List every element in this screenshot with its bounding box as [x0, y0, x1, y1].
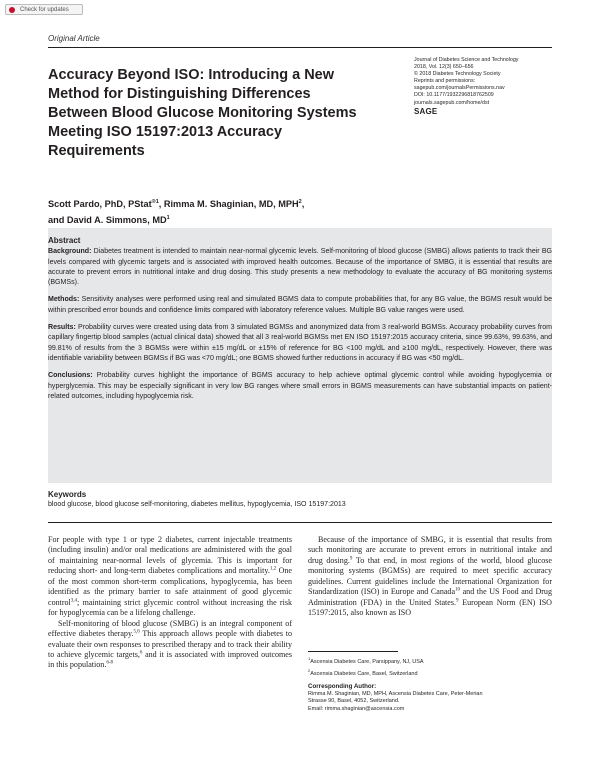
article-type: Original Article [48, 34, 100, 43]
corresponding-author-line: Strasse 90, Basel, 4052, Switzerland. [308, 698, 400, 705]
header-rule [48, 47, 552, 48]
journal-info [414, 57, 554, 115]
author-simmons: and David A. Simmons, MD [48, 215, 167, 226]
author-simmons-affil: 1 [166, 215, 170, 222]
corresponding-author-heading: Corresponding Author: [308, 683, 377, 691]
sage-logo: SAGE [414, 106, 438, 116]
author-shaginian: , Rimma M. Shaginian, MD, MPH [158, 199, 299, 210]
footnotes [308, 655, 552, 714]
keywords-rule [48, 522, 552, 523]
badge-label: Check for updates [20, 7, 69, 13]
footnote-rule [308, 651, 398, 652]
doi-link[interactable]: DOI: 10.1177/1932296818762509 [414, 92, 494, 99]
affiliation-1: $^1$Ascensia Diabetes Care, Parsippany, NJ, USA [308, 656, 424, 665]
abstract-heading: Abstract [48, 236, 81, 245]
author-shaginian-affil: 2 [298, 199, 302, 205]
abstract-background: Background: Diabetes treatment is intended to maintain near-normal glycemic levels. Self-monitoring of blood glucose (SMBG) allows patients to track their BG levels compared with glycemic targets and is associated with improved health outcomes. Because of the importance of SMBG, it is essential that results are accurate to prevent errors in nutritional intake and drug dosing. This study presents a new methodology to evaluate the accuracy of BG monitoring systems (BGMSs). [48, 248, 552, 287]
body-column-left [48, 535, 292, 671]
keywords-heading: Keywords [48, 490, 87, 499]
abstract-conclusions: Conclusions: Probability curves highlight the importance of BGMS accuracy to help achieve optimal glycemic control while avoiding hypoglycemia or hyperglycemia. This may be especially significant in very low BG ranges where small errors in BGMS measurements can have substantial impacts on patient-related outcomes, including hypoglycemia risk. [48, 372, 552, 400]
copyright: © 2018 Diabetes Technology Society [414, 71, 501, 78]
journal-volume: 2018, Vol. 12(3) 650–656 [414, 64, 474, 71]
check-for-updates-badge[interactable] [5, 4, 83, 15]
journal-name: Journal of Diabetes Science and Technology [414, 57, 519, 63]
paragraph: Because of the importance of SMBG, it is essential that results from such monitoring are accurate to prevent errors in nutritional intake and drug dosing.$^9$ To that end, in most regions of the world, blood glucose monitoring systems (BGMSs) are required to meet specific accuracy guidelines. Current guidelines include the International Organization for Standardization (ISO) in Europe and Canada$^{10}$ and the US Food and Drug Administration (FDA) in the United States.$^9$ European Norm (EN) ISO 15197:2015, also known as ISO [308, 535, 552, 618]
permissions-link[interactable]: sagepub.com/journalsPermissions.nav [414, 85, 505, 92]
journal-home-link[interactable]: journals.sagepub.com/home/dst [414, 99, 490, 106]
paragraph: For people with type 1 or type 2 diabetes, current injectable treatments (including insulin) and/or oral medications are administered with the goal of maintaining near-normal levels of glycemia. This is important for reducing short- and long-term diabetes complications and mortality.$^{1,2}$ One of the most common short-term complications, hypoglycemia, has been identified as the primary barrier to safe attainment of good glycemic control$^{3,4}$; maintaining strict glycemic control without increasing the risk for hypoglycemia can be a lifelong challenge. [48, 535, 292, 618]
abstract-results: Results: Probability curves were created using data from 3 simulated BGMSs and anonymized data from 3 real-world BGMSs. Accuracy probability curves from capillary fingertip blood samples (actual clinical data) showed that all 3 real-world BGMSs met EN ISO 15197:2015 accuracy criteria, since 99.63%, 99.63%, and 99.81% of results from the 3 BGMSs were within ±15 mg/dL or ±15% of reference for BG <100 mg/dL and ≥100 mg/dL, respectively. However, there was identifiable variability between BGMSs if BG was <70 mg/dL; one BGMS showed further reductions in accuracy if BG was <50 mg/dL. [48, 324, 552, 362]
reprints-label: Reprints and permissions: [414, 78, 476, 85]
article-title: Accuracy Beyond ISO: Introducing a New Method for Distinguishing Differences Between Blood Glucose Monitoring Systems Meeting ISO 15197:2013 Accuracy Requirements [48, 67, 357, 159]
paragraph: Self-monitoring of blood glucose (SMBG) is an integral component of effective diabetes therapy.$^{5,6}$ This approach allows people with diabetes to evaluate their own responses to prescribed therapy and to track their ability to achieve glycemic targets,$^6$ and it is associated with improved outcomes in this population.$^{6-8}$ [48, 618, 293, 670]
corresponding-author-email[interactable]: Email: rimma.shaginian@ascensia.com [308, 706, 405, 713]
corresponding-author-line: Rimma M. Shaginian, MD, MPH, Ascensia Diabetes Care, Peter-Merian [308, 690, 483, 697]
abstract [48, 236, 552, 409]
abstract-methods: Methods: Sensitivity analyses were performed using real and simulated BGMS data to compute probabilities that, for any BG value, the BGMS result would be within prescribed error bounds and confidence limits compared with laboratory reference values. Multiple BG value ranges were used. [48, 296, 552, 314]
body-column-right [308, 535, 552, 619]
keywords [48, 490, 552, 511]
keywords-list: blood glucose, blood glucose self-monitoring, diabetes mellitus, hypoglycemia, ISO 15197:2013 [48, 501, 346, 509]
author-pardo: Scott Pardo, PhD, PStat [48, 199, 152, 210]
author-list: Scott Pardo, PhD, PStat$^{®1}$, Rimma M. Shaginian, MD, MPH$^2$, and David A. Simmons, $MD^1$ [48, 199, 305, 226]
affiliation-2: $^2$Ascensia Diabetes Care, Basel, Switzerland [308, 667, 418, 677]
crossmark-icon [9, 7, 15, 13]
author-pardo-affil: ®1 [151, 199, 159, 205]
